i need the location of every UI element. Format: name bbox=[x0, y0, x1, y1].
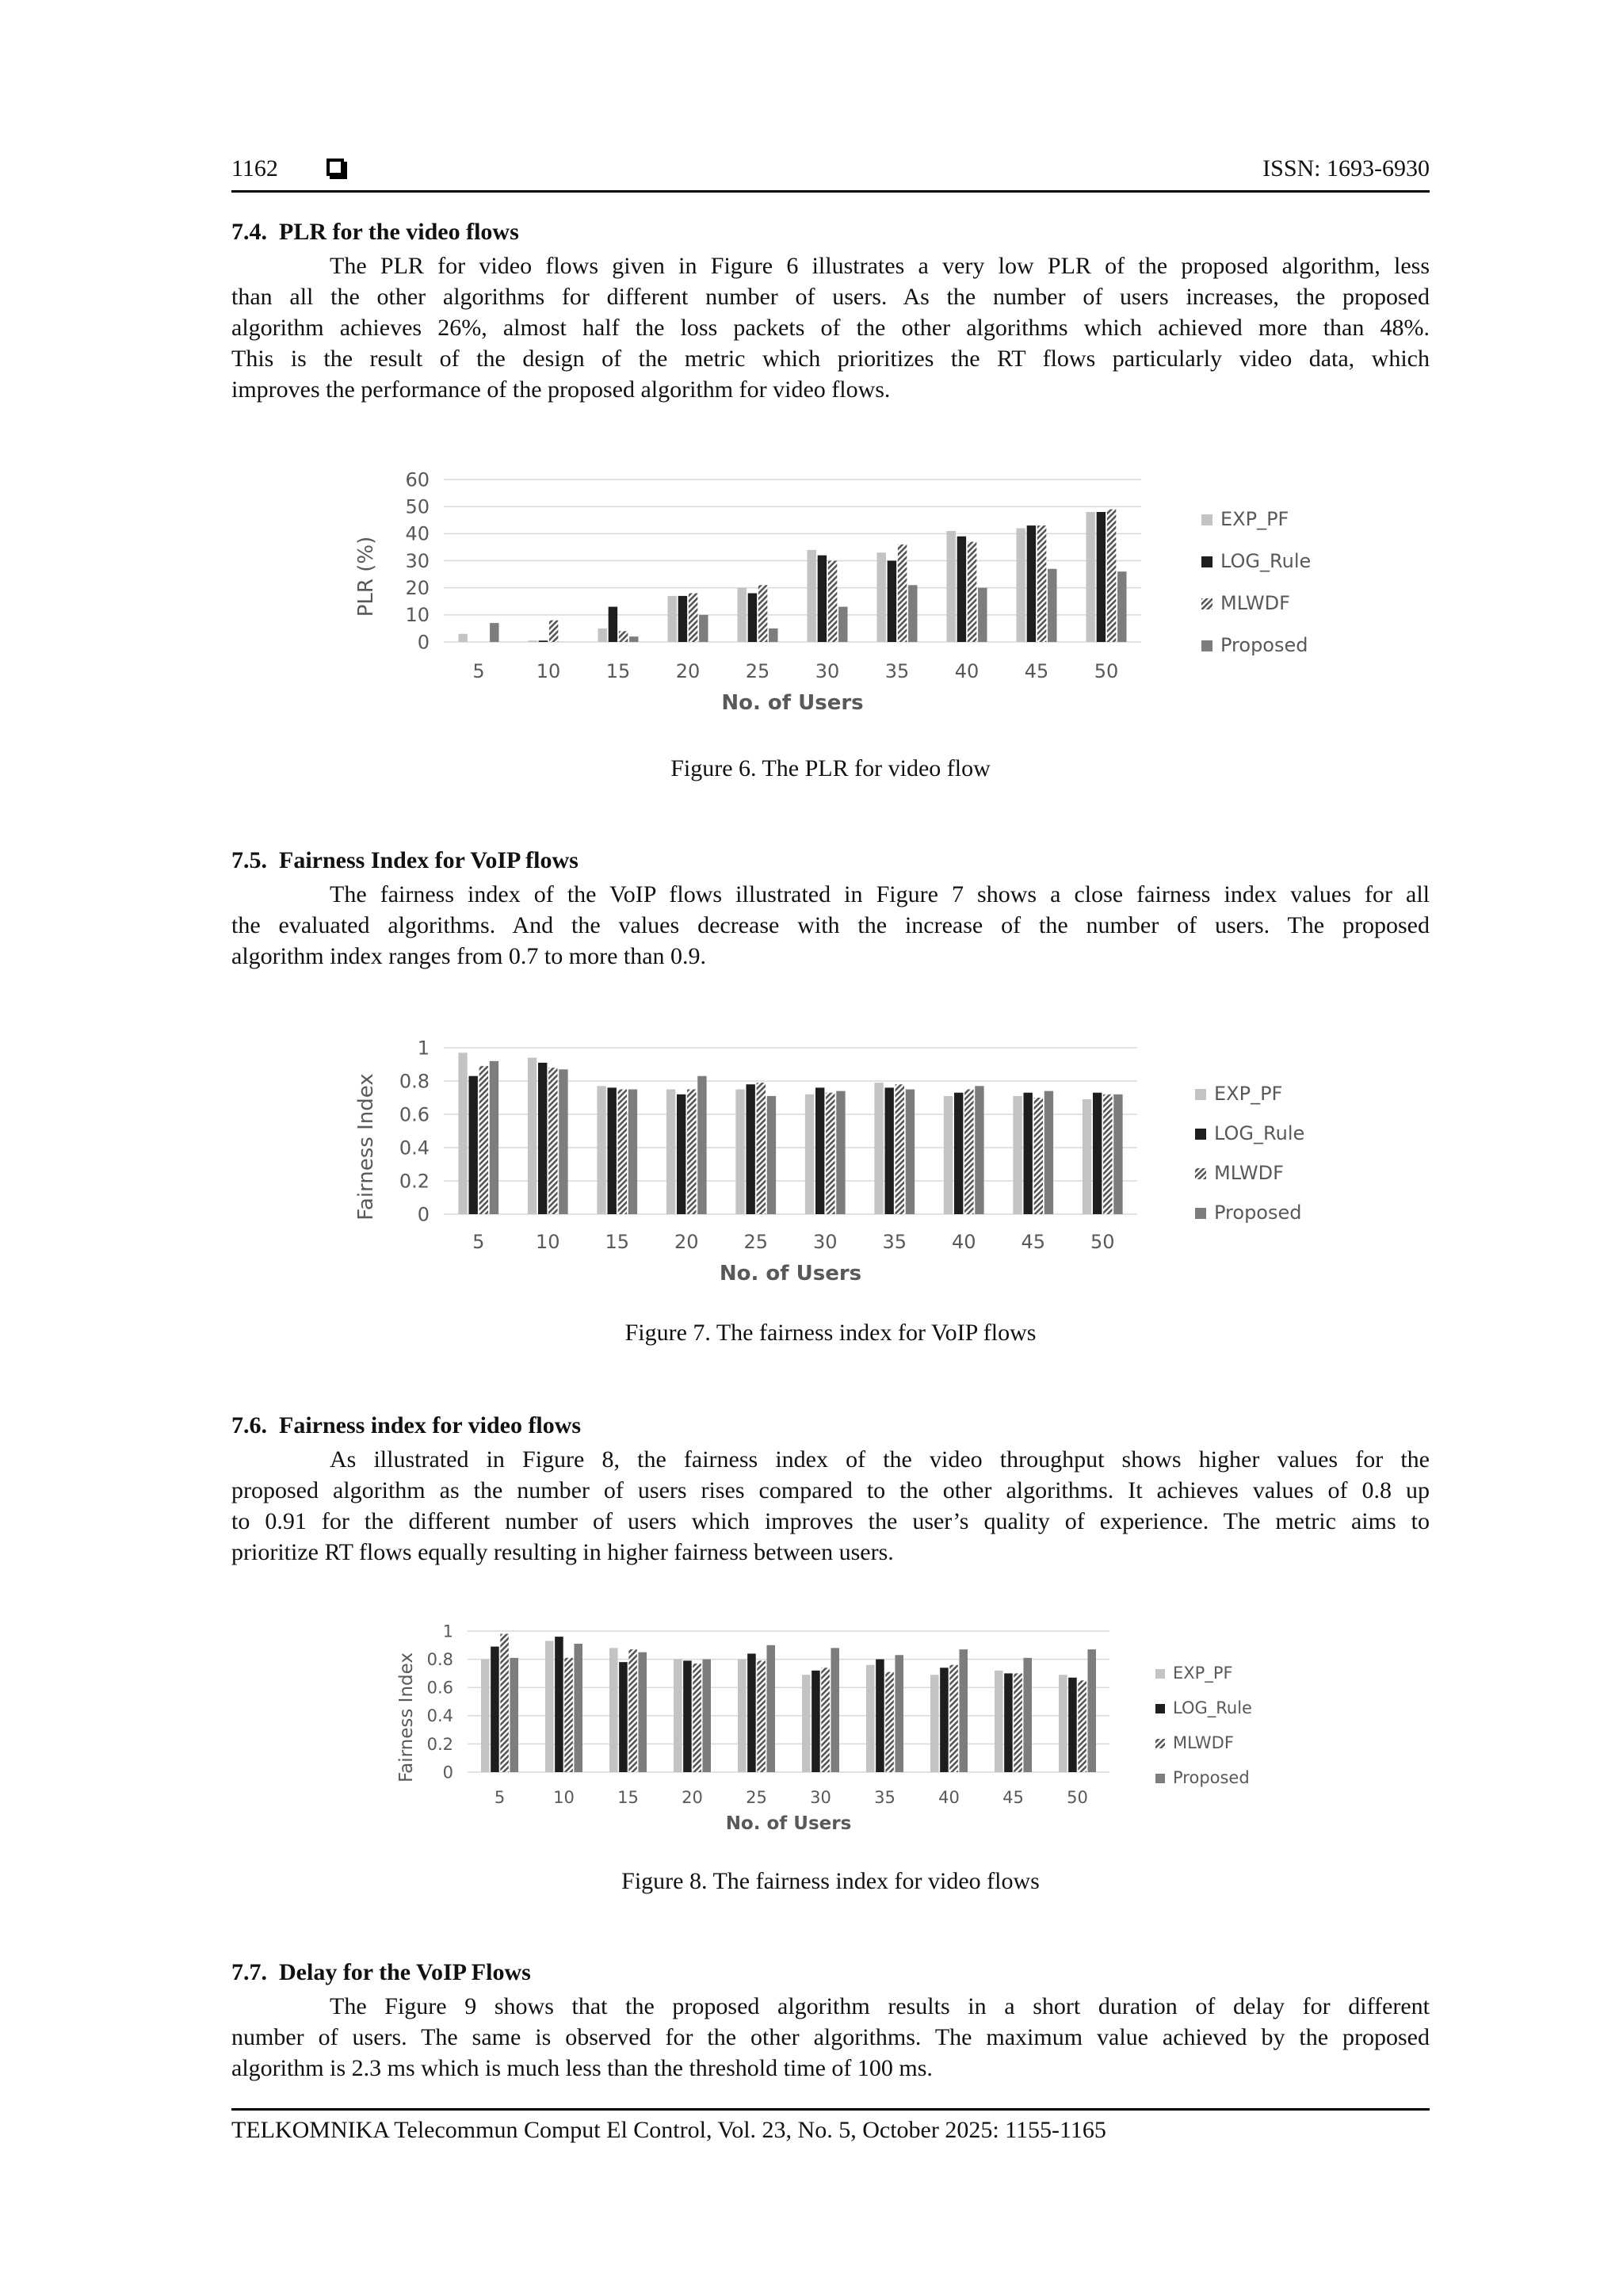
x-tick-label: 20 bbox=[682, 1788, 703, 1807]
figure-6-chart bbox=[349, 464, 1347, 725]
bar-proposed bbox=[978, 588, 987, 642]
x-tick-label: 25 bbox=[743, 1231, 769, 1253]
bar-log-rule bbox=[683, 1660, 692, 1772]
bar-log-rule bbox=[747, 1653, 756, 1772]
bar-exp-pf bbox=[946, 531, 955, 642]
bar-exp-pf bbox=[667, 596, 676, 642]
y-tick-label: 40 bbox=[405, 522, 430, 545]
x-tick-label: 40 bbox=[954, 660, 980, 682]
bar-exp-pf bbox=[545, 1641, 554, 1772]
bar-mlwdf bbox=[479, 1066, 488, 1214]
bar-log-rule bbox=[748, 594, 757, 643]
x-tick-label: 40 bbox=[938, 1788, 960, 1807]
y-tick-label: 0.2 bbox=[399, 1170, 430, 1193]
x-tick-label: 45 bbox=[1021, 1231, 1046, 1253]
x-axis-title: No. of Users bbox=[719, 1262, 862, 1286]
x-tick-label: 15 bbox=[605, 660, 631, 682]
section-title-7-5: 7.5. Fairness Index for VoIP flows bbox=[231, 847, 579, 873]
bar-log-rule bbox=[609, 607, 617, 642]
x-tick-label: 30 bbox=[812, 1231, 838, 1253]
x-tick-label: 20 bbox=[675, 660, 701, 682]
bar-proposed bbox=[559, 1069, 567, 1214]
bar-proposed bbox=[767, 1096, 776, 1214]
bar-mlwdf bbox=[1034, 1098, 1043, 1214]
bar-proposed bbox=[1044, 1091, 1053, 1214]
text-line: to 0.91 for the different number of users which improves the user’s quality of experience. The metric aims to bbox=[231, 1508, 1430, 1534]
bar-mlwdf bbox=[968, 542, 976, 642]
y-tick-label: 0 bbox=[417, 631, 430, 654]
bar-log-rule bbox=[608, 1087, 617, 1214]
legend-label: MLWDF bbox=[1173, 1733, 1234, 1752]
bar-proposed bbox=[490, 1061, 498, 1214]
figure-7-caption: Figure 7. The fairness index for VoIP flows bbox=[624, 1320, 1037, 1346]
x-tick-label: 40 bbox=[951, 1231, 976, 1253]
y-tick-label: 0.6 bbox=[399, 1103, 430, 1126]
bar-mlwdf bbox=[619, 631, 628, 642]
bar-log-rule bbox=[677, 1095, 685, 1214]
bar-exp-pf bbox=[1059, 1675, 1067, 1772]
bar-proposed bbox=[906, 1090, 915, 1215]
bar-proposed bbox=[836, 1091, 845, 1214]
bar-exp-pf bbox=[1016, 529, 1025, 643]
legend-swatch bbox=[1201, 598, 1212, 609]
bar-exp-pf bbox=[735, 1090, 744, 1215]
bar-exp-pf bbox=[737, 588, 746, 642]
y-axis-title: Fairness Index bbox=[354, 1073, 378, 1221]
bar-exp-pf bbox=[528, 1058, 537, 1214]
x-tick-label: 5 bbox=[494, 1788, 506, 1807]
legend-swatch bbox=[1195, 1089, 1206, 1100]
text-line: As illustrated in Figure 8, the fairness index of the video throughput shows higher values for the bbox=[330, 1446, 1430, 1473]
x-tick-label: 30 bbox=[810, 1788, 831, 1807]
bar-mlwdf bbox=[896, 1084, 904, 1214]
bar-proposed bbox=[1087, 1649, 1096, 1772]
bar-exp-pf bbox=[458, 634, 467, 642]
x-tick-label: 10 bbox=[553, 1788, 575, 1807]
bar-log-rule bbox=[1093, 1093, 1102, 1214]
bar-log-rule bbox=[812, 1671, 820, 1772]
bar-mlwdf bbox=[1014, 1673, 1022, 1772]
legend-swatch bbox=[1201, 640, 1212, 651]
text-line: proposed algorithm as the number of users rises compared to the other algorithms. It achieves values of 0.8 up bbox=[231, 1477, 1430, 1503]
bar-mlwdf bbox=[693, 1664, 701, 1772]
text-line: This is the result of the design of the metric which prioritizes the RT flows particularly video data, which bbox=[231, 346, 1430, 372]
x-tick-label: 15 bbox=[605, 1231, 630, 1253]
x-axis-title: No. of Users bbox=[721, 691, 864, 715]
legend-swatch bbox=[1201, 556, 1212, 567]
bar-log-rule bbox=[1004, 1673, 1013, 1772]
x-tick-label: 25 bbox=[746, 1788, 767, 1807]
page-header bbox=[231, 155, 1430, 193]
bar-exp-pf bbox=[802, 1675, 811, 1772]
bar-mlwdf bbox=[1107, 510, 1116, 642]
bar-exp-pf bbox=[674, 1660, 682, 1772]
bar-log-rule bbox=[954, 1093, 963, 1214]
bar-log-rule bbox=[678, 596, 687, 642]
y-tick-label: 50 bbox=[405, 495, 430, 518]
bar-exp-pf bbox=[609, 1648, 618, 1772]
bar-mlwdf bbox=[548, 1068, 557, 1214]
bar-proposed bbox=[908, 585, 917, 642]
y-tick-label: 10 bbox=[405, 604, 430, 627]
bar-log-rule bbox=[747, 1084, 755, 1214]
bar-proposed bbox=[1023, 1658, 1032, 1772]
bar-mlwdf bbox=[758, 585, 767, 642]
section-title-7-7: 7.7. Delay for the VoIP Flows bbox=[231, 1959, 531, 1985]
bar-proposed bbox=[702, 1660, 711, 1772]
bar-mlwdf bbox=[826, 1093, 834, 1214]
bar-proposed bbox=[1117, 571, 1126, 642]
legend-swatch bbox=[1195, 1208, 1206, 1219]
bar-exp-pf bbox=[458, 1052, 467, 1214]
bar-log-rule bbox=[469, 1076, 478, 1214]
text-line: The Figure 9 shows that the proposed algorithm results in a short duration of delay for different bbox=[330, 1993, 1430, 2019]
bar-mlwdf bbox=[689, 594, 697, 643]
bar-mlwdf bbox=[757, 1083, 766, 1214]
bar-proposed bbox=[574, 1644, 582, 1772]
legend-swatch bbox=[1155, 1704, 1165, 1713]
text-line: prioritize RT flows equally resulting in higher fairness between users. bbox=[231, 1539, 894, 1565]
legend-label: EXP_PF bbox=[1220, 508, 1289, 530]
bar-mlwdf bbox=[821, 1668, 830, 1772]
legend-label: Proposed bbox=[1220, 634, 1308, 656]
bar-proposed bbox=[769, 628, 777, 642]
bar-proposed bbox=[959, 1649, 968, 1772]
section-body-7-5 bbox=[231, 879, 1430, 972]
section-body-7-7 bbox=[231, 1991, 1430, 2084]
bar-exp-pf bbox=[1013, 1096, 1022, 1214]
bar-mlwdf bbox=[757, 1660, 766, 1772]
bar-mlwdf bbox=[564, 1658, 573, 1772]
bar-mlwdf bbox=[1103, 1095, 1112, 1214]
bar-log-rule bbox=[888, 561, 896, 643]
section-body-7-4 bbox=[231, 250, 1430, 405]
bar-mlwdf bbox=[549, 621, 558, 642]
legend-swatch bbox=[1201, 514, 1212, 525]
x-tick-label: 25 bbox=[745, 660, 770, 682]
x-tick-label: 15 bbox=[617, 1788, 639, 1807]
bar-log-rule bbox=[538, 1063, 547, 1214]
legend-label: LOG_Rule bbox=[1173, 1698, 1252, 1717]
section-title-7-4: 7.4. PLR for the video flows bbox=[231, 219, 519, 245]
figure-7-chart bbox=[349, 1030, 1347, 1292]
bar-exp-pf bbox=[481, 1660, 490, 1772]
bar-log-rule bbox=[555, 1637, 563, 1772]
bar-log-rule bbox=[539, 640, 548, 642]
bar-exp-pf bbox=[944, 1096, 953, 1214]
bar-mlwdf bbox=[828, 561, 837, 643]
y-axis-title: Fairness Index bbox=[396, 1652, 417, 1782]
legend-label: Proposed bbox=[1173, 1768, 1250, 1787]
bar-proposed bbox=[1048, 569, 1056, 642]
x-tick-label: 10 bbox=[535, 1231, 560, 1253]
bar-proposed bbox=[766, 1645, 775, 1772]
text-line: than all the other algorithms for different number of users. As the number of users increases, the proposed bbox=[231, 284, 1430, 310]
bar-proposed bbox=[838, 607, 847, 642]
legend-swatch bbox=[1195, 1129, 1206, 1140]
legend-label: MLWDF bbox=[1220, 592, 1290, 614]
bar-proposed bbox=[697, 1076, 706, 1214]
x-tick-label: 5 bbox=[472, 660, 485, 682]
bar-exp-pf bbox=[666, 1090, 675, 1215]
bar-proposed bbox=[1113, 1095, 1122, 1214]
bar-proposed bbox=[895, 1655, 903, 1772]
page-footer: TELKOMNIKA Telecommun Comput El Control, Vol. 23, No. 5, October 2025: 1155-1165 bbox=[231, 2108, 1430, 2144]
y-tick-label: 30 bbox=[405, 549, 430, 572]
y-tick-label: 0.8 bbox=[399, 1070, 430, 1093]
issn-label: ISSN: 1693-6930 bbox=[1262, 155, 1430, 181]
x-tick-label: 35 bbox=[882, 1231, 907, 1253]
bar-log-rule bbox=[619, 1662, 628, 1772]
legend-swatch bbox=[1155, 1774, 1165, 1783]
x-tick-label: 30 bbox=[815, 660, 840, 682]
y-tick-label: 1 bbox=[417, 1037, 430, 1060]
bar-exp-pf bbox=[866, 1665, 875, 1772]
bar-log-rule bbox=[1027, 525, 1036, 642]
x-tick-label: 20 bbox=[674, 1231, 699, 1253]
bar-mlwdf bbox=[949, 1665, 958, 1772]
bar-exp-pf bbox=[528, 640, 537, 642]
y-tick-label: 0.6 bbox=[426, 1678, 453, 1698]
bar-log-rule bbox=[885, 1087, 894, 1214]
bar-exp-pf bbox=[930, 1675, 939, 1772]
bar-log-rule bbox=[818, 556, 827, 642]
y-tick-label: 0.2 bbox=[426, 1734, 453, 1754]
y-tick-label: 60 bbox=[405, 468, 430, 491]
bar-exp-pf bbox=[876, 552, 885, 642]
bar-proposed bbox=[510, 1658, 518, 1772]
legend-label: EXP_PF bbox=[1173, 1664, 1233, 1683]
bar-exp-pf bbox=[1083, 1099, 1091, 1214]
text-line: number of users. The same is observed for the other algorithms. The maximum value achieved by the proposed bbox=[231, 2024, 1430, 2050]
x-tick-label: 10 bbox=[536, 660, 561, 682]
bar-mlwdf bbox=[618, 1090, 627, 1215]
bar-proposed bbox=[628, 1090, 637, 1215]
bar-log-rule bbox=[940, 1668, 949, 1772]
x-tick-label: 45 bbox=[1024, 660, 1049, 682]
legend-label: LOG_Rule bbox=[1220, 550, 1312, 572]
text-line: algorithm is 2.3 ms which is much less than the threshold time of 100 ms. bbox=[231, 2055, 933, 2081]
bar-exp-pf bbox=[738, 1660, 747, 1772]
text-line: algorithm index ranges from 0.7 to more than 0.9. bbox=[231, 943, 707, 969]
legend-swatch bbox=[1155, 1669, 1165, 1679]
bar-mlwdf bbox=[687, 1090, 696, 1215]
x-tick-label: 35 bbox=[884, 660, 910, 682]
legend-swatch bbox=[1195, 1168, 1206, 1179]
text-line: The fairness index of the VoIP flows illustrated in Figure 7 shows a close fairness index values for all bbox=[330, 881, 1430, 907]
bar-mlwdf bbox=[885, 1672, 894, 1772]
bar-log-rule bbox=[957, 537, 966, 642]
bar-exp-pf bbox=[597, 1086, 605, 1214]
legend-label: EXP_PF bbox=[1214, 1083, 1283, 1105]
text-line: the evaluated algorithms. And the values decrease with the increase of the number of users. The proposed bbox=[231, 912, 1430, 938]
bar-mlwdf bbox=[500, 1634, 509, 1772]
bar-proposed bbox=[975, 1086, 983, 1214]
bar-exp-pf bbox=[598, 628, 606, 642]
y-tick-label: 0.8 bbox=[426, 1649, 453, 1669]
bar-exp-pf bbox=[807, 550, 815, 642]
bar-exp-pf bbox=[805, 1095, 814, 1214]
y-tick-label: 20 bbox=[405, 577, 430, 600]
x-tick-label: 35 bbox=[874, 1788, 896, 1807]
x-tick-label: 45 bbox=[1002, 1788, 1024, 1807]
x-tick-label: 5 bbox=[472, 1231, 485, 1253]
bar-mlwdf bbox=[628, 1649, 637, 1772]
bar-log-rule bbox=[1068, 1678, 1077, 1772]
page-number: 1162 bbox=[231, 155, 278, 181]
bar-proposed bbox=[699, 615, 708, 642]
bar-mlwdf bbox=[898, 544, 907, 642]
y-axis-title: PLR (%) bbox=[354, 536, 378, 617]
bar-mlwdf bbox=[1037, 525, 1046, 642]
x-axis-title: No. of Users bbox=[725, 1813, 852, 1834]
legend-label: Proposed bbox=[1214, 1201, 1302, 1224]
checkbox-glyph-icon bbox=[327, 159, 344, 176]
y-tick-label: 0.4 bbox=[426, 1706, 453, 1726]
legend-label: MLWDF bbox=[1214, 1162, 1284, 1184]
y-tick-label: 0.4 bbox=[399, 1137, 430, 1159]
bar-mlwdf bbox=[964, 1090, 973, 1215]
figure-8-chart bbox=[388, 1617, 1300, 1847]
x-tick-label: 50 bbox=[1067, 1788, 1088, 1807]
bar-log-rule bbox=[876, 1660, 884, 1772]
bar-proposed bbox=[490, 623, 498, 642]
bar-log-rule bbox=[815, 1087, 824, 1214]
y-tick-label: 1 bbox=[442, 1622, 453, 1641]
bar-log-rule bbox=[1097, 512, 1106, 642]
legend-swatch bbox=[1155, 1739, 1165, 1748]
bar-proposed bbox=[831, 1648, 839, 1772]
section-body-7-6 bbox=[231, 1444, 1430, 1568]
bar-mlwdf bbox=[1078, 1680, 1086, 1772]
bar-exp-pf bbox=[1086, 512, 1094, 642]
text-line: algorithm achieves 26%, almost half the loss packets of the other algorithms which achieved more than 48%. bbox=[231, 315, 1430, 341]
section-title-7-6: 7.6. Fairness index for video flows bbox=[231, 1412, 582, 1438]
bar-log-rule bbox=[491, 1647, 499, 1772]
text-line: improves the performance of the proposed algorithm for video flows. bbox=[231, 376, 891, 403]
figure-6-caption: Figure 6. The PLR for video flow bbox=[670, 755, 991, 781]
legend-label: LOG_Rule bbox=[1214, 1122, 1305, 1144]
bar-proposed bbox=[629, 636, 638, 642]
y-tick-label: 0 bbox=[417, 1203, 430, 1226]
bar-proposed bbox=[638, 1652, 647, 1772]
x-tick-label: 50 bbox=[1094, 660, 1119, 682]
x-tick-label: 50 bbox=[1090, 1231, 1115, 1253]
figure-8-caption: Figure 8. The fairness index for video flows bbox=[621, 1868, 1040, 1894]
y-tick-label: 0 bbox=[442, 1763, 453, 1782]
bar-exp-pf bbox=[995, 1671, 1003, 1772]
text-line: The PLR for video flows given in Figure 6 illustrates a very low PLR of the proposed algorithm, less bbox=[330, 253, 1430, 279]
bar-exp-pf bbox=[874, 1083, 883, 1214]
bar-log-rule bbox=[1024, 1093, 1033, 1214]
